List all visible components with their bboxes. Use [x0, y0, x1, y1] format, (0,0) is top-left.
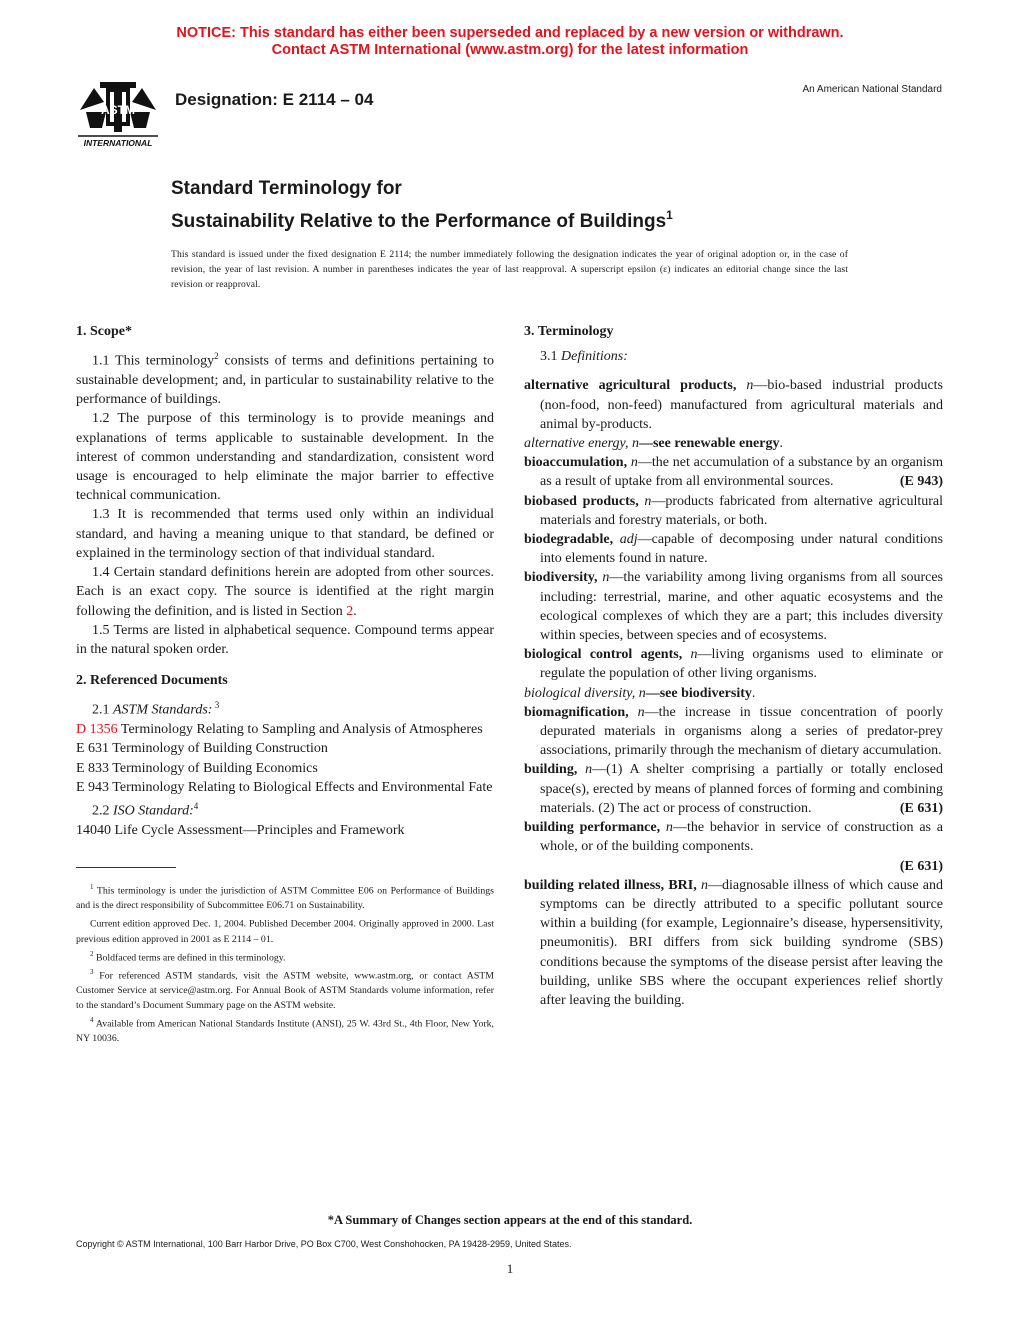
- term-see-target: renewable energy: [674, 436, 780, 452]
- reference-item: [76, 759, 494, 778]
- issuance-note: This standard is issued under the fixed designation E 2114; the number immediately following the designation indicates the year of original adoption or, in the case of revision, the year of last revision. A number in parentheses indicates the year of last reapproval. A superscript epsilon (ε) indicates an editorial change since the last revision or reapproval.: [171, 249, 848, 290]
- term-name: building related illness, BRI,: [524, 877, 697, 893]
- term-definition: —the behavior in service of construction as a whole, or of the building components.: [540, 820, 944, 855]
- footnote-divider: [76, 867, 176, 868]
- astm-italic: ASTM Standards:: [113, 702, 213, 718]
- title-line-1: Standard Terminology for: [171, 178, 402, 199]
- term-definition: —bio-based industrial products (non-food, non-feed) manufactured from agricultural materials and animal by-products.: [540, 378, 943, 432]
- footnote-ref-2: 2: [214, 351, 219, 362]
- national-standard-label: An American National Standard: [802, 84, 942, 95]
- footnote-mark: 1: [90, 883, 94, 892]
- term-pos: n: [736, 378, 754, 394]
- term-name: alternative agricultural products,: [524, 378, 737, 394]
- footnote-text: Available from American National Standards Institute (ANSI), 25 W. 43rd St., 4th Floor, New York, NY 10036.: [76, 1018, 494, 1045]
- term-pos: n: [660, 820, 673, 836]
- term-pos: n: [597, 570, 610, 586]
- term-see: —see: [645, 685, 682, 701]
- term-name: building,: [524, 762, 578, 778]
- term-definition: —the increase in tissue concentration of poorly depurated materials in organisms along a series of predator-prey associations, primarily through the mechanism of dietary accumulation.: [540, 704, 944, 759]
- term-definition: —products fabricated from alternative agricultural materials and forestry materials, or both.: [540, 493, 943, 528]
- logo-mark: ASTM: [101, 103, 135, 117]
- term-source: (E 631): [899, 800, 943, 816]
- withdrawal-notice: [0, 25, 1020, 59]
- scope-1-1-a: 1.1 This terminology: [92, 353, 215, 369]
- document-title: [171, 176, 673, 235]
- definitions-subheading: [524, 347, 943, 366]
- footnote-text: This terminology is under the jurisdiction of ASTM Committee E06 on Performance of Buildings and is the direct responsibility of Subcommittee E06.71 on Sustainability.: [76, 885, 494, 912]
- term-tail: .: [751, 685, 756, 701]
- term-source: (E 943): [899, 474, 943, 490]
- footnote-mark: 4: [90, 1016, 94, 1025]
- term-entry: [524, 453, 943, 491]
- term-pos: n: [577, 762, 593, 778]
- astm-label: 2.1: [92, 702, 113, 718]
- term-definition: —living organisms used to eliminate or regulate the population of other living organisms.: [540, 647, 944, 682]
- term-definition: —diagnosable illness of which cause and symptoms can be directly attributed to a specific pollutant source within a building (for example, Legionnaire’s disease, hypersensitivity, pneumonitis). BRI differs from sick building syndrome (SBS) conditions because the symptoms of the disease persist after leaving the building, unlike SBS where the occupant experiences relief shortly after leaving the building.: [540, 877, 944, 1008]
- reference-item: [76, 739, 494, 758]
- term-pos: n: [638, 493, 652, 509]
- term-name: building performance,: [524, 820, 661, 836]
- scope-1-4-b: .: [353, 603, 357, 619]
- term-see-entry: [524, 684, 943, 703]
- designation: Designation: E 2114 – 04: [175, 90, 374, 109]
- term-pos: n: [682, 647, 698, 663]
- iso-italic: ISO Standard:: [113, 803, 194, 819]
- iso-standard-subheading: [76, 797, 494, 821]
- title-line-2-text: Sustainability Relative to the Performance of Buildings: [171, 211, 667, 232]
- astm-standards-subheading: [76, 696, 494, 720]
- term-entry: [524, 492, 943, 530]
- right-column: [524, 322, 943, 1010]
- term-name: biomagnification,: [524, 704, 629, 720]
- reference-code: E 631: [76, 741, 110, 757]
- notice-line-1: NOTICE: This standard has either been superseded and replaced by a new version or withdrawn.: [176, 25, 844, 41]
- title-footnote-mark: 1: [666, 208, 673, 222]
- term-tail: .: [779, 436, 783, 452]
- logo-text: INTERNATIONAL: [83, 138, 153, 148]
- footnote-text: For referenced ASTM standards, visit the ASTM website, www.astm.org, or contact ASTM Customer Service at service@astm.org. For Annual Book of ASTM Standards volume information, refer to the standard’s Document Summary page on the ASTM website.: [76, 970, 494, 1012]
- term-see-entry: [524, 434, 943, 453]
- footnote-text: Current edition approved Dec. 1, 2004. Published December 2004. Originally approved in 2000. Last previous edition approved in 2001 as E 2114 – 01.: [76, 918, 494, 945]
- term-definition: —(1) A shelter comprising a partially or totally enclosed space(s), erected by means of planned forces of forming and combining materials. (2) The act or process of construction.: [540, 762, 944, 816]
- reference-title: Terminology of Building Construction: [109, 741, 328, 757]
- term-name: biological diversity, n: [524, 685, 646, 701]
- term-name: alternative energy, n: [524, 436, 639, 452]
- definitions-label: 3.1: [540, 349, 561, 365]
- footnote: [76, 947, 494, 965]
- section-2-link[interactable]: 2: [346, 603, 354, 619]
- scope-1-3: 1.3 It is recommended that terms used only within an individual standard, and having a meaning unique to that standard, be defined or explained in the terminology section of that individual standard.: [76, 507, 494, 561]
- reference-item: [76, 720, 494, 739]
- footnote-ref-4: 4: [193, 800, 199, 811]
- footnotes: [76, 880, 494, 1046]
- term-pos: n: [696, 877, 708, 893]
- reference-code: E 943: [76, 779, 110, 795]
- term-name: biodiversity,: [524, 570, 598, 586]
- term-see: —see: [638, 436, 675, 452]
- term-entry: [524, 876, 943, 1010]
- term-source: (E 631): [899, 858, 943, 874]
- footnote-text: Boldfaced terms are defined in this terminology.: [93, 951, 286, 963]
- term-pos: n: [628, 704, 645, 720]
- term-see-target: biodiversity: [681, 685, 752, 701]
- footnote-mark: 2: [90, 949, 94, 958]
- iso-label: 2.2: [92, 803, 113, 819]
- term-name: bioaccumulation,: [524, 455, 628, 471]
- term-entry: [524, 818, 943, 876]
- copyright-line: Copyright © ASTM International, 100 Barr Harbor Drive, PO Box C700, West Conshohocken, PA 19428-2959, United States.: [76, 1239, 572, 1249]
- term-definition: —capable of decomposing under natural conditions into elements found in nature.: [540, 532, 944, 567]
- footnote-mark: 3: [90, 967, 94, 976]
- summary-of-changes-note: *A Summary of Changes section appears at the end of this standard.: [327, 1213, 693, 1227]
- scope-1-5: 1.5 Terms are listed in alphabetical sequence. Compound terms appear in the natural spoken order.: [76, 622, 494, 657]
- reference-code: E 833: [76, 760, 110, 776]
- term-entry: [524, 703, 943, 761]
- term-entry: [524, 645, 943, 683]
- reference-title: Terminology Relating to Sampling and Analysis of Atmospheres: [117, 722, 483, 738]
- term-definition: —the variability among living organisms from all sources including: terrestrial, marine, and other aquatic ecosystems and the ecological complexes of which they are a part; this includes diversity within species, between species and of ecosystems.: [540, 570, 944, 644]
- reference-title: Terminology Relating to Biological Effects and Environmental Fate: [109, 779, 493, 795]
- reference-item: [76, 778, 494, 797]
- iso-reference: 14040 Life Cycle Assessment—Principles and Framework: [76, 822, 405, 838]
- scope-1-4: [76, 563, 494, 621]
- term-entry: [524, 376, 943, 434]
- footnote-ref-3: 3: [212, 700, 220, 711]
- term-entry: [524, 568, 943, 645]
- term-pos: n: [627, 455, 638, 471]
- term-entry: [524, 530, 943, 568]
- term-entry: [524, 760, 943, 818]
- notice-line-2: Contact ASTM International (www.astm.org) for the latest information: [271, 42, 749, 58]
- title-line-2: [171, 202, 673, 235]
- term-pos: adj: [613, 532, 638, 548]
- page-number: 1: [506, 1261, 514, 1276]
- scope-1-1-b: consists of terms and definitions pertaining to sustainable development; and, in particular to sustainability relative to the performance of buildings.: [76, 353, 494, 408]
- scope-heading: 1. Scope*: [76, 324, 132, 339]
- scope-1-1: [76, 347, 494, 409]
- left-column: [76, 322, 494, 1046]
- term-name: biodegradable,: [524, 532, 614, 548]
- footnote: [76, 965, 494, 1013]
- scope-1-2: 1.2 The purpose of this terminology is to provide meanings and explanations of terms applicable to sustainable development. In the interest of common understanding and standardization, consistent word usage is encouraged to help eliminate the major barrier to effective technical communication.: [76, 411, 494, 504]
- footnote: [76, 880, 494, 913]
- astm-logo: [76, 76, 160, 150]
- scope-1-4-a: 1.4 Certain standard definitions herein are adopted from other sources. Each is an exact copy. The source is identified at the right margin following the definition, and is listed in Section: [76, 565, 494, 619]
- referenced-documents-heading: 2. Referenced Documents: [76, 673, 228, 689]
- reference-code-link[interactable]: D 1356: [76, 722, 118, 738]
- footnote: [76, 913, 494, 946]
- term-name: biological control agents,: [524, 647, 683, 663]
- definitions-italic: Definitions:: [561, 349, 628, 365]
- term-name: biobased products,: [524, 493, 639, 509]
- reference-title: Terminology of Building Economics: [109, 760, 318, 776]
- footnote: [76, 1013, 494, 1046]
- terminology-heading: 3. Terminology: [524, 324, 614, 339]
- reference-list: [76, 720, 494, 797]
- term-definition: —the net accumulation of a substance by an organism as a result of uptake from all environmental sources.: [540, 455, 944, 490]
